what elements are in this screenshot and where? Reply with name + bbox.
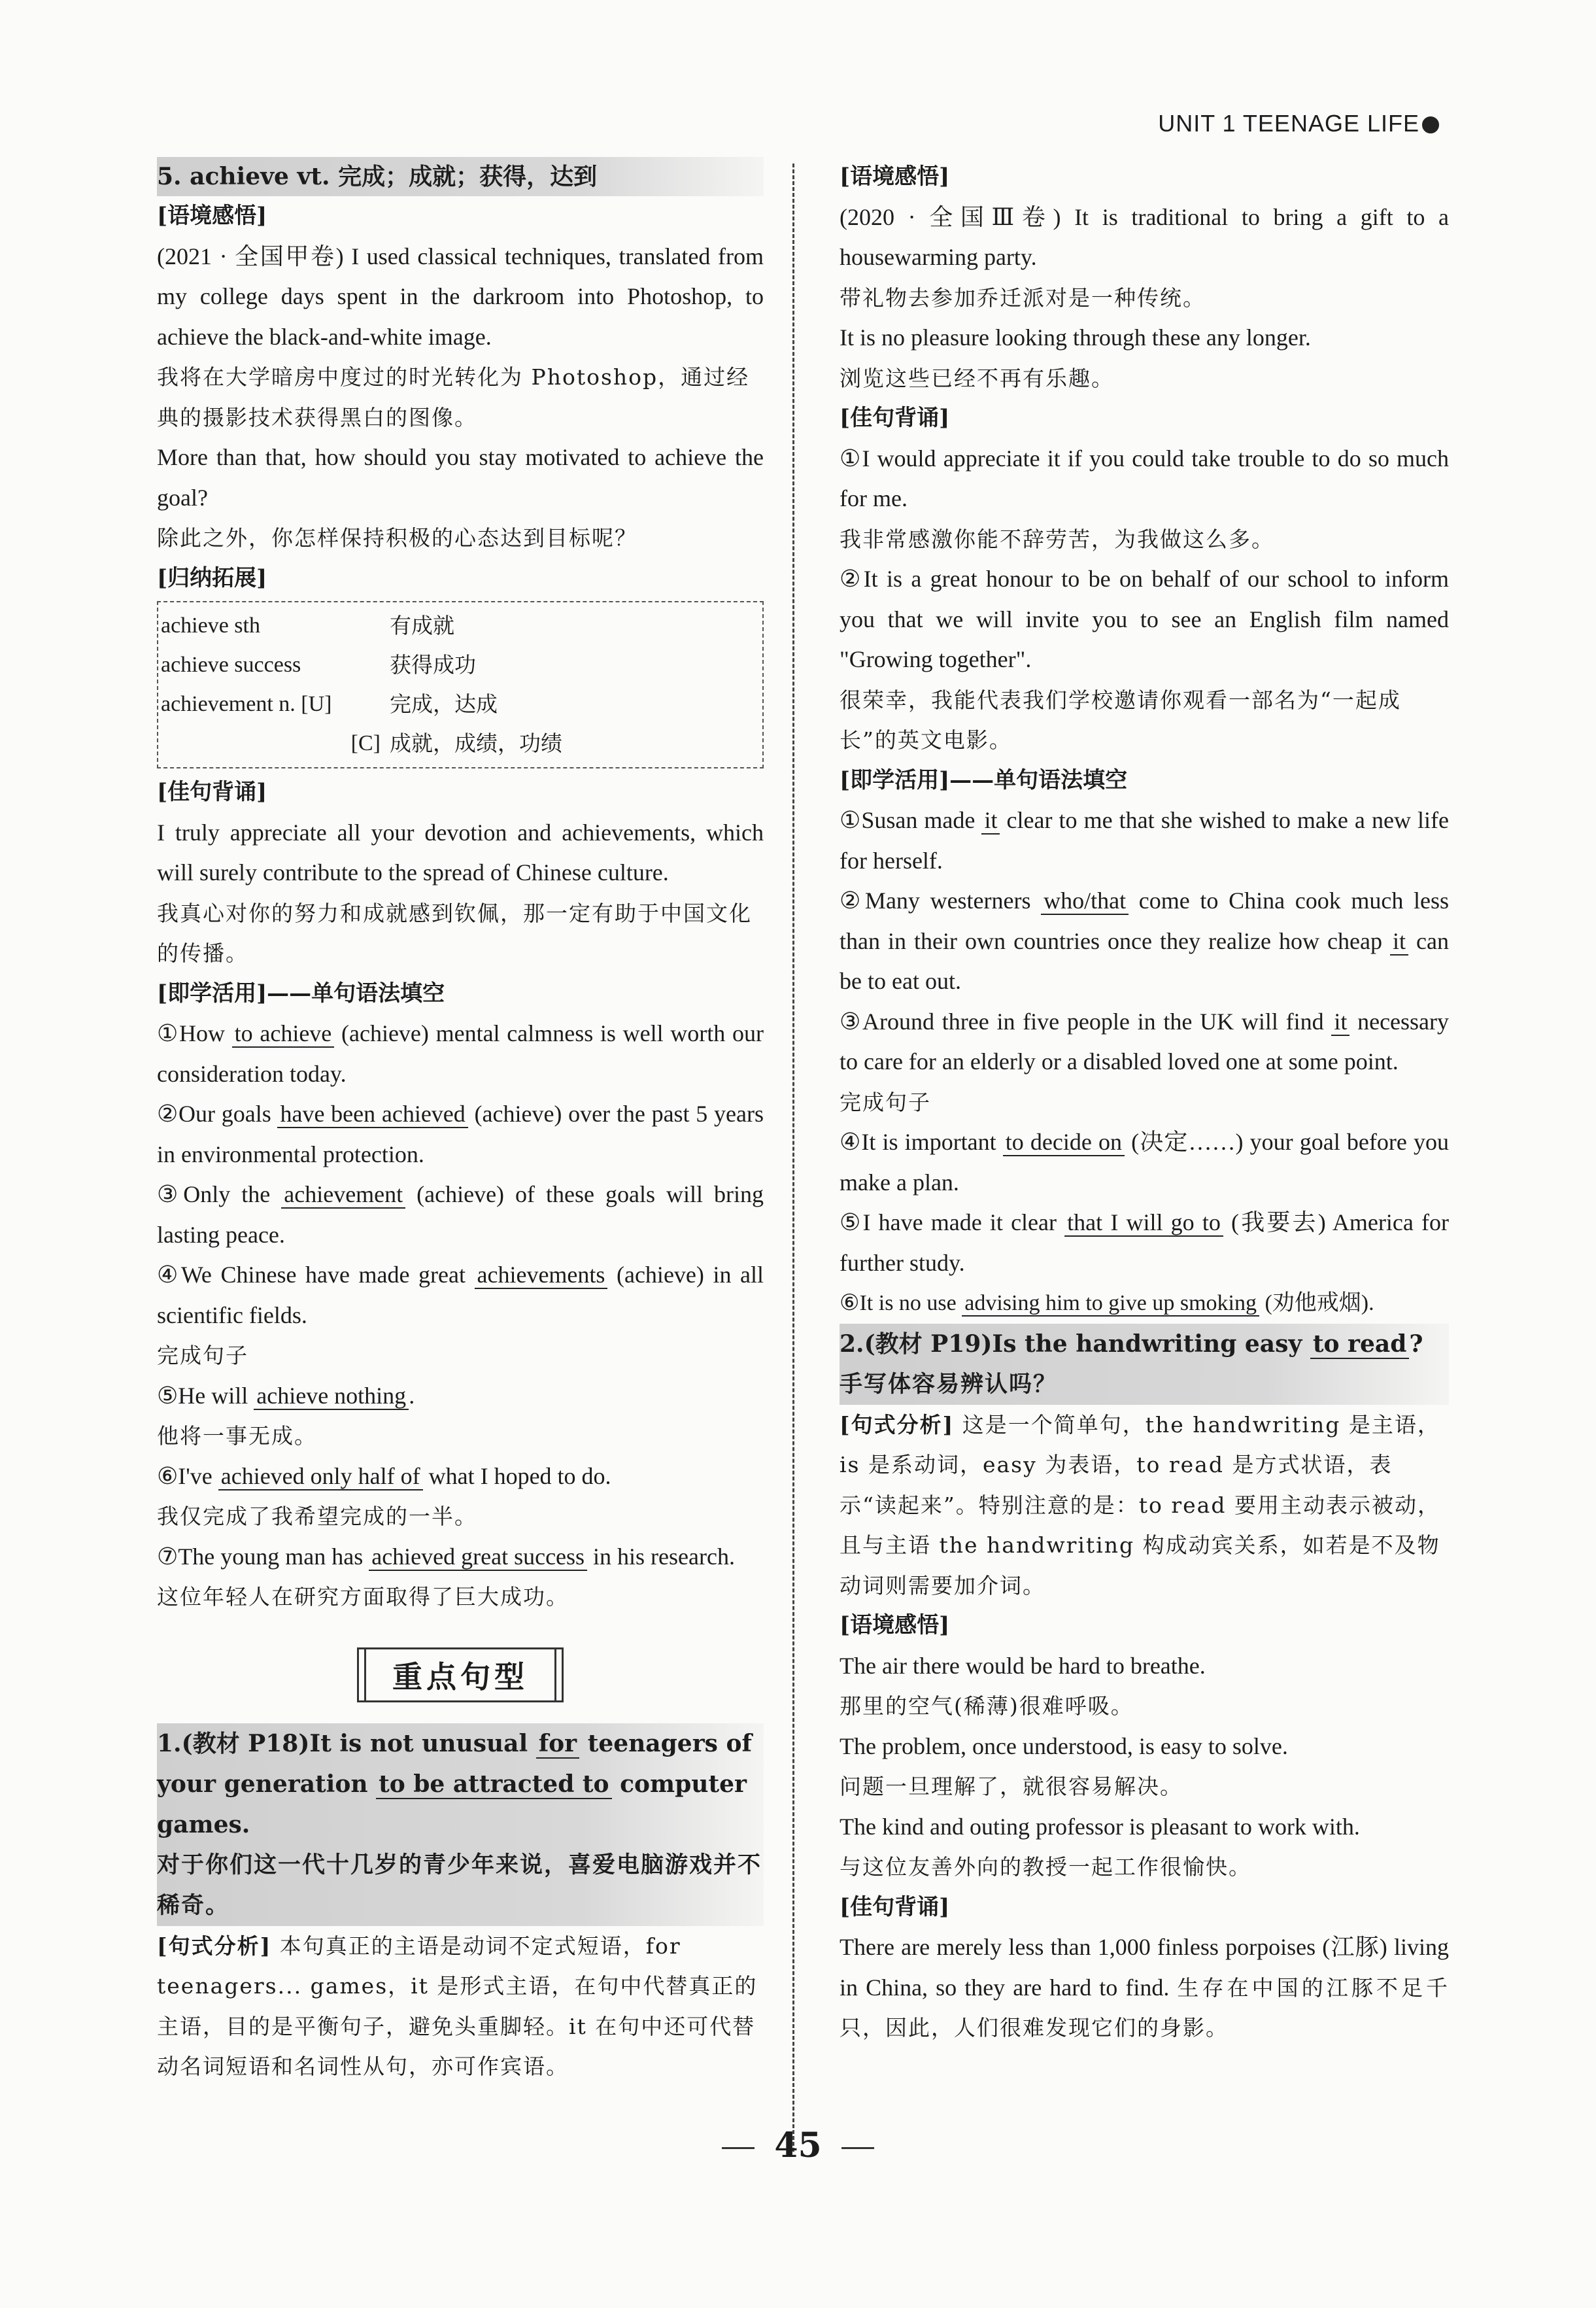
answer-blank: that I will go to	[1064, 1209, 1223, 1237]
exercise-item: ④It is important to decide on (决定……) your goal before you make a plan.	[840, 1129, 1449, 1196]
analysis: [句式分析] 本句真正的主语是动词不定式短语，for teenagers... games，it 是形式主语，在句中代替真正的主语，目的是平衡句子，避免头重脚轻。it 在句中还可代替动名词短语和名词性从句，亦可作宾语。	[157, 1933, 758, 2079]
header-dot-icon	[1422, 116, 1439, 133]
answer-blank: achievement	[281, 1181, 405, 1209]
summary-key: achievement n. [U]	[161, 692, 332, 716]
label-summary: [归纳拓展]	[157, 564, 267, 591]
recite-en: There are merely less than 1,000 finless porpoises (江豚) living in China, so they are hard to find. 生存在中国的江豚不足千只，因此，人们很难发现它们的身影。	[840, 1934, 1450, 2041]
exercise-item: ⑦The young man has achieved great success in his research.	[157, 1543, 735, 1570]
complete-sentence-label: 完成句子	[840, 1089, 931, 1115]
exercise-item: ②Our goals have been achieved (achieve) over the past 5 years in environmental protection.	[157, 1101, 764, 1167]
right-column	[840, 157, 1449, 2048]
exercise-item: ③Around three in five people in the UK will find it necessary to care for an elderly or a disabled loved one at some point.	[840, 1008, 1450, 1075]
example-en: (2020 · 全国Ⅲ卷) It is traditional to bring a gift to a housewarming party.	[840, 203, 1449, 270]
page-number: 45	[0, 2126, 1596, 2165]
summary-key: achieve success	[161, 653, 301, 677]
exercise-item: ④We Chinese have made great achievements (achieve) in all scientific fields.	[157, 1262, 764, 1328]
label-recite: [佳句背诵]	[840, 405, 950, 431]
recite-en: ②It is a great honour to be on behalf of our school to inform you that we will invite you to see an English film named "Growing together".	[840, 566, 1449, 672]
exercise-zh: 我仅完成了我希望完成的一半。	[157, 1504, 477, 1529]
summary-key: achieve sth	[161, 613, 260, 638]
summary-row	[161, 606, 760, 646]
example-zh: 除此之外，你怎样保持积极的心态达到目标呢？	[157, 525, 637, 551]
summary-value: 成就，成绩，功绩	[390, 731, 562, 756]
sentence-pattern-heading: 2.(教材 P19)Is the handwriting easy to read ? 手写体容易辨认吗？	[840, 1324, 1449, 1405]
column-divider	[792, 164, 794, 2152]
summary-row	[161, 724, 760, 763]
label-context: [语境感悟]	[840, 1612, 950, 1638]
answer-blank: it	[1390, 928, 1408, 956]
label-recite: [佳句背诵]	[840, 1893, 950, 1920]
example-zh: 浏览这些已经不再有乐趣。	[840, 365, 1114, 391]
example-en: The kind and outing professor is pleasant to work with.	[840, 1813, 1360, 1840]
exercise-item: ②Many westerners who/that come to China cook much less than in their own countries once they realize how cheap it can be to eat out.	[840, 887, 1450, 994]
summary-value: 获得成功	[390, 652, 476, 678]
exercise-item: ①Susan made it clear to me that she wished to make a new life for herself.	[840, 807, 1449, 874]
recite-en: ①I would appreciate it if you could take trouble to do so much for me.	[840, 445, 1449, 511]
answer-blank: it	[981, 807, 1000, 835]
exercise-item: ⑥I've achieved only half of what I hoped to do.	[157, 1462, 611, 1489]
example-zh: 与这位友善外向的教授一起工作很愉快。	[840, 1854, 1251, 1880]
example-zh: 我将在大学暗房中度过的时光转化为 Photoshop，通过经典的摄影技术获得黑白的图像。	[157, 364, 750, 430]
answer-blank: who/that	[1041, 887, 1129, 915]
sentence-pattern-heading: 1.(教材 P18)It is not unusual for teenagers of your generation to be attracted to computer games. 对于你们这一代十几岁的青少年来说，喜爱电脑游戏并不稀奇。	[157, 1723, 764, 1926]
answer-blank: to decide on	[1003, 1129, 1125, 1156]
label-context: [语境感悟]	[840, 164, 950, 190]
exercise-item: ⑥It is no use advising him to give up smoking (劝他戒烟).	[840, 1291, 1374, 1315]
summary-box	[157, 601, 764, 768]
section-title: 重点句型	[157, 1647, 764, 1702]
complete-sentence-label: 完成句子	[157, 1343, 248, 1368]
exercise-item: ③Only the achievement (achieve) of these goals will bring lasting peace.	[157, 1181, 764, 1248]
running-header: UNIT 1 TEENAGE LIFE	[1158, 110, 1439, 137]
exercise-zh: 这位年轻人在研究方面取得了巨大成功。	[157, 1584, 569, 1610]
analysis: [句式分析] 这是一个简单句，the handwriting 是主语，is 是系动词，easy 为表语，to read 是方式状语，表示“读起来”。特别注意的是：to read 要用主动表示被动，且与主语 the handwriting 构成动宾关系，如若是不及物动词则需要加介词。	[840, 1411, 1440, 1598]
example-en: More than that, how should you stay motivated to achieve the goal?	[157, 444, 764, 511]
recite-en: I truly appreciate all your devotion and achievements, which will surely contribute to the spread of Chinese culture.	[157, 819, 764, 886]
summary-key: [C]	[350, 731, 381, 755]
example-en: The air there would be hard to breathe.	[840, 1652, 1206, 1679]
answer-blank: achieved great success	[369, 1543, 587, 1571]
example-zh: 那里的空气(稀薄)很难呼吸。	[840, 1693, 1134, 1719]
summary-value: 有成就	[390, 613, 454, 638]
example-en: It is no pleasure looking through these any longer.	[840, 324, 1311, 351]
recite-zh: 很荣幸，我能代表我们学校邀请你观看一部名为“一起成长”的英文电影。	[840, 687, 1401, 753]
answer-blank: advising him to give up smoking	[962, 1291, 1259, 1317]
answer-blank: to achieve	[232, 1020, 335, 1048]
answer-blank: it	[1331, 1008, 1350, 1036]
answer-blank: achievements	[475, 1262, 608, 1289]
recite-zh: 我真心对你的努力和成就感到钦佩，那一定有助于中国文化的传播。	[157, 900, 752, 966]
label-practice: [即学活用]——单句语法填空	[157, 980, 445, 1007]
summary-row	[161, 646, 760, 685]
exercise-item: ⑤He will achieve nothing .	[157, 1382, 415, 1409]
summary-value: 完成，达成	[390, 691, 498, 717]
example-zh: 带礼物去参加乔迁派对是一种传统。	[840, 284, 1206, 311]
summary-row	[161, 685, 760, 724]
exercise-item: ⑤I have made it clear that I will go to (我要去) America for further study.	[840, 1209, 1449, 1276]
example-en: (2021 · 全国甲卷) I used classical techniques, translated from my college days spent in the darkroom into Photoshop, to achieve the black-and-white image.	[157, 243, 764, 350]
answer-blank: have been achieved	[277, 1101, 467, 1128]
answer-blank: achieve nothing	[254, 1383, 409, 1410]
label-context: [语境感悟]	[157, 203, 267, 229]
left-column	[157, 157, 764, 2087]
exercise-item: ①How to achieve (achieve) mental calmness is well worth our consideration today.	[157, 1020, 764, 1087]
label-recite: [佳句背诵]	[157, 779, 267, 805]
recite-zh: 我非常感激你能不辞劳苦，为我做这么多。	[840, 526, 1274, 552]
label-practice: [即学活用]——单句语法填空	[840, 766, 1128, 793]
answer-blank: achieved only half of	[218, 1463, 423, 1490]
example-zh: 问题一旦理解了，就很容易解决。	[840, 1774, 1183, 1799]
example-en: The problem, once understood, is easy to solve.	[840, 1732, 1288, 1759]
exercise-zh: 他将一事无成。	[157, 1423, 317, 1449]
entry-heading-achieve: 5. achieve vt. 完成；成就；获得，达到	[157, 157, 764, 196]
